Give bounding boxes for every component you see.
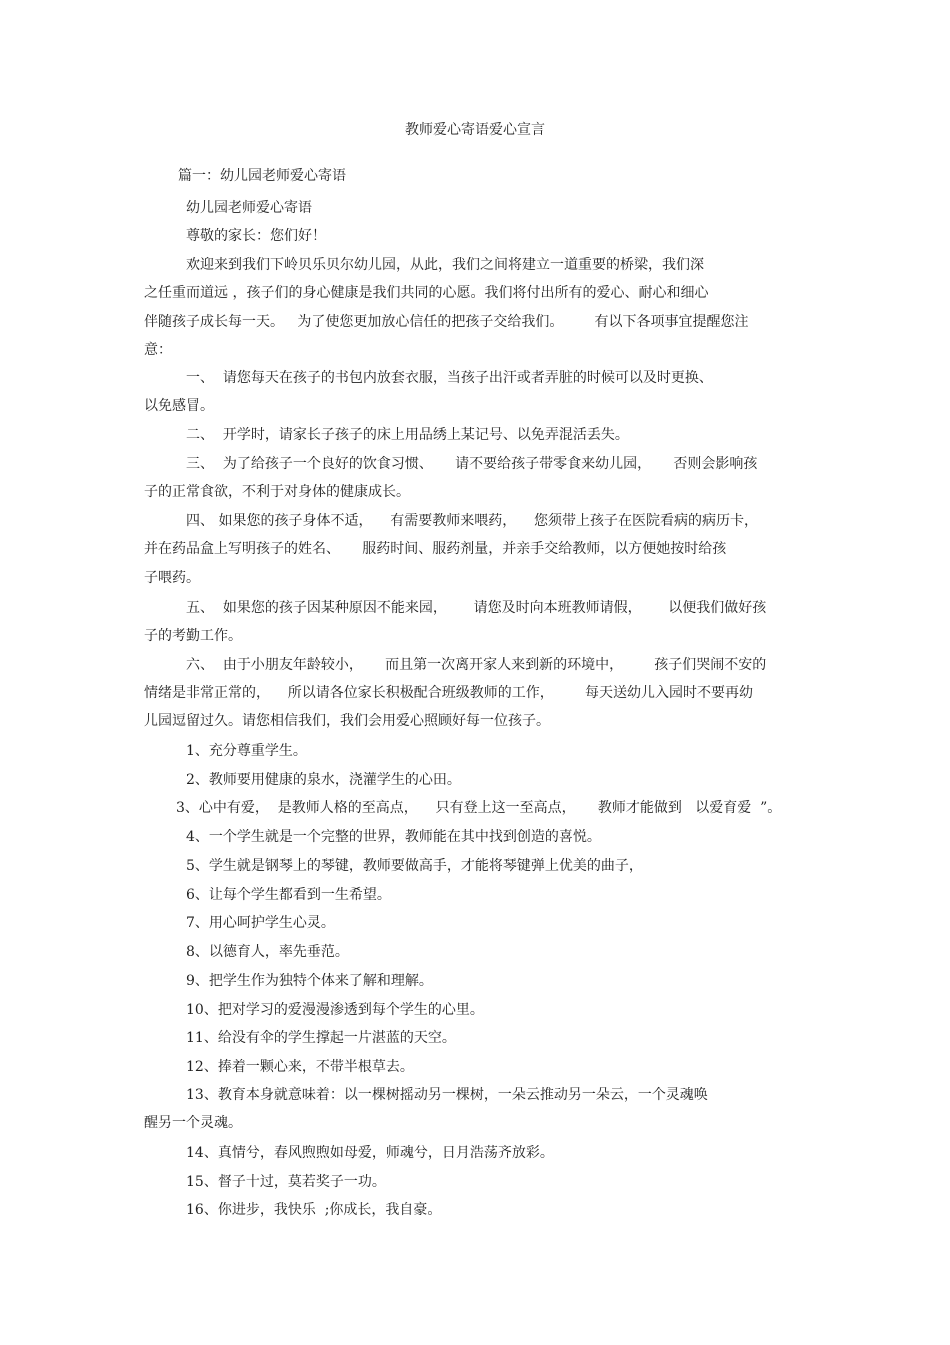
maxim-13-line-2: 醒另一个灵魂。 — [144, 1115, 242, 1131]
maxim-5: 5、学生就是钢琴上的琴键，教师要做高手，才能将琴键弹上优美的曲子， — [186, 858, 643, 874]
maxim-1: 1、充分尊重学生。 — [186, 743, 307, 759]
intro-line-3: 伴随孩子成长每一天。 为了使您更加放心信任的把孩子交给我们。 有以下各项事宜提醒您注 — [144, 314, 749, 330]
maxim-16: 16、你进步，我快乐 ;你成长，我自豪。 — [186, 1202, 442, 1218]
maxim-8: 8、以德育人，率先垂范。 — [186, 944, 349, 960]
maxim-10: 10、把对学习的爱漫漫渗透到每个学生的心里。 — [186, 1002, 484, 1018]
notice-6-line-3: 儿园逗留过久。请您相信我们，我们会用爱心照顾好每一位孩子。 — [144, 713, 550, 729]
maxim-7: 7、用心呵护学生心灵。 — [186, 915, 335, 931]
document-title: 教师爱心寄语爱心宣言 — [405, 122, 545, 138]
maxim-14: 14、真情兮，春风煦煦如母爱，师魂兮，日月浩荡齐放彩。 — [186, 1145, 554, 1161]
notice-4-line-1: 四、 如果您的孩子身体不适， 有需要教师来喂药， 您须带上孩子在医院看病的病历卡， — [186, 513, 759, 529]
maxim-4: 4、一个学生就是一个完整的世界，教师能在其中找到创造的喜悦。 — [186, 829, 601, 845]
notice-4-line-3: 子喂药。 — [144, 570, 200, 586]
notice-5-line-1: 五、 如果您的孩子因某种原因不能来园， 请您及时向本班教师请假， 以便我们做好孩 — [186, 600, 767, 616]
notice-1-line-2: 以免感冒。 — [144, 398, 214, 414]
maxim-11: 11、给没有伞的学生撑起一片湛蓝的天空。 — [186, 1030, 456, 1046]
subheading: 幼儿园老师爱心寄语 — [186, 200, 312, 216]
notice-3-line-1: 三、 为了给孩子一个良好的饮食习惯、 请不要给孩子带零食来幼儿园， 否则会影响孩 — [186, 456, 758, 472]
notice-3-line-2: 子的正常食欲，不利于对身体的健康成长。 — [144, 484, 410, 500]
notice-5-line-2: 子的考勤工作。 — [144, 628, 242, 644]
intro-line-4: 意： — [144, 342, 172, 358]
maxim-12: 12、捧着一颗心来，不带半根草去。 — [186, 1059, 414, 1075]
maxim-15: 15、督子十过，莫若奖子一功。 — [186, 1174, 386, 1190]
greeting: 尊敬的家长：您们好！ — [186, 228, 326, 244]
notice-1-line-1: 一、 请您每天在孩子的书包内放套衣服，当孩子出汗或者弄脏的时候可以及时更换、 — [186, 370, 713, 386]
section-heading: 篇一：幼儿园老师爱心寄语 — [178, 168, 346, 184]
maxim-2: 2、教师要用健康的泉水，浇灌学生的心田。 — [186, 772, 461, 788]
maxim-9: 9、把学生作为独特个体来了解和理解。 — [186, 973, 433, 989]
maxim-13-line-1: 13、教育本身就意味着：以一棵树摇动另一棵树，一朵云推动另一朵云，一个灵魂唤 — [186, 1087, 708, 1103]
notice-2: 二、 开学时，请家长子孩子的床上用品绣上某记号、以免弄混活丢失。 — [186, 427, 629, 443]
intro-line-1: 欢迎来到我们下岭贝乐贝尔幼儿园，从此，我们之间将建立一道重要的桥梁，我们深 — [186, 257, 704, 273]
maxim-3: 3、心中有爱， 是教师人格的至高点， 只有登上这一至高点， 教师才能做到 以爱育爱 ”。 — [176, 800, 782, 816]
notice-6-line-1: 六、 由于小朋友年龄较小， 而且第一次离开家人来到新的环境中， 孩子们哭闹不安的 — [186, 657, 767, 673]
maxim-6: 6、让每个学生都看到一生希望。 — [186, 887, 391, 903]
notice-6-line-2: 情绪是非常正常的， 所以请各位家长积极配合班级教师的工作， 每天送幼儿入园时不要再幼 — [144, 685, 753, 701]
notice-4-line-2: 并在药品盒上写明孩子的姓名、 服药时间、服药剂量，并亲手交给教师，以方便她按时给孩 — [144, 541, 727, 557]
intro-line-2: 之任重而道远 ，孩子们的身心健康是我们共同的心愿。我们将付出所有的爱心、耐心和细心 — [144, 285, 709, 301]
